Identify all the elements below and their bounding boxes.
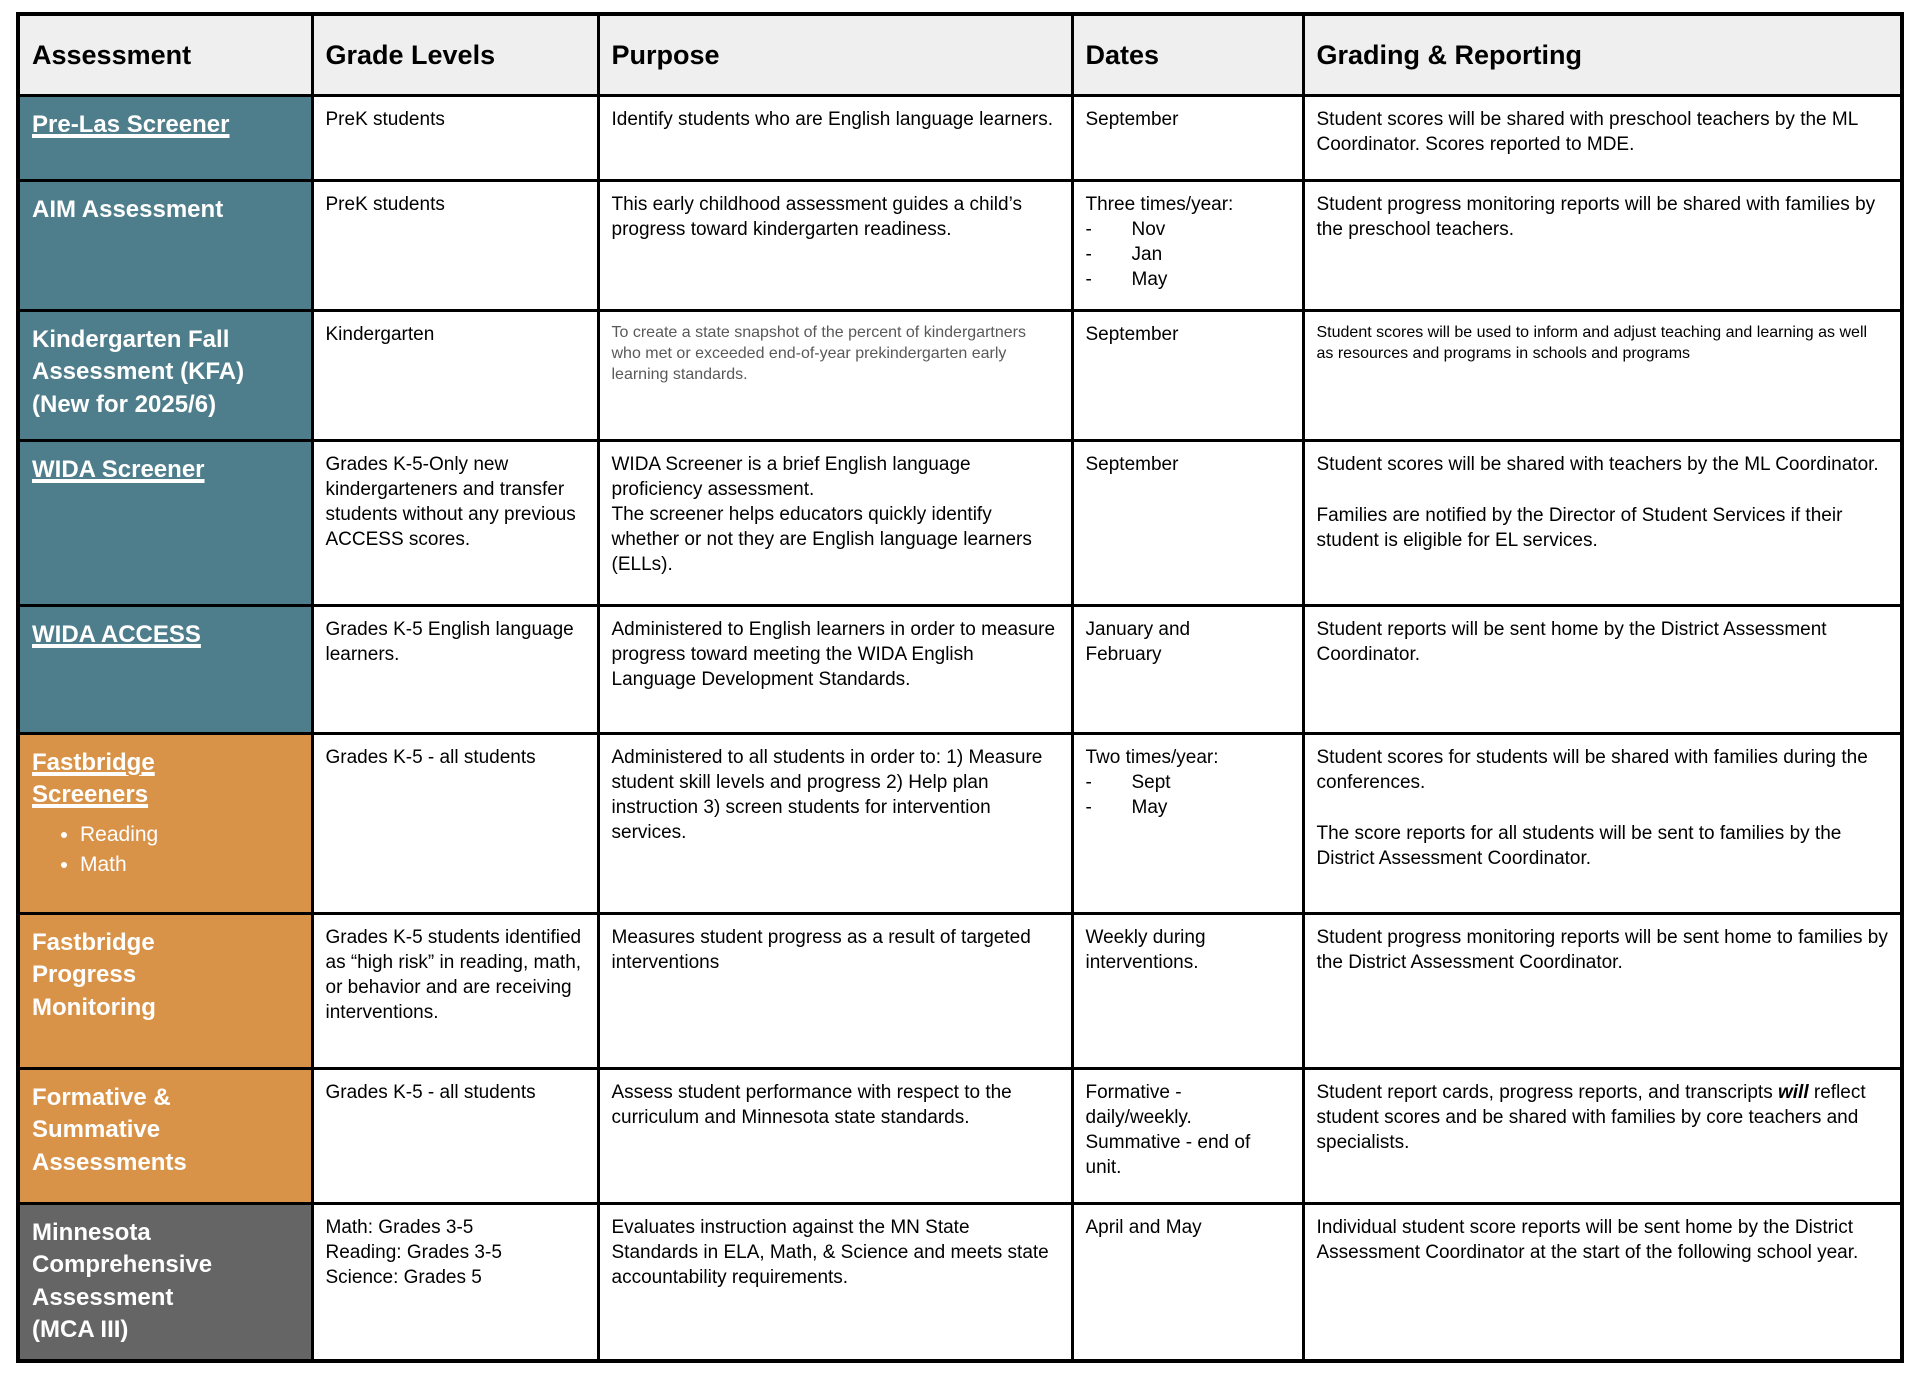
purpose-cell xyxy=(598,1069,1072,1204)
table-row xyxy=(18,734,1902,914)
dates-line: April and May xyxy=(1085,1217,1202,1238)
assessment-title-line: (New for 2025/6) xyxy=(32,390,217,418)
purpose-line: Measures student progress as a result of targeted interventions xyxy=(611,927,1031,974)
grade-level-line: Science: Grades 5 xyxy=(325,1267,482,1289)
col-header-assessment: Assessment xyxy=(18,14,312,96)
assessment-link[interactable] xyxy=(32,454,299,486)
purpose-line: The screener helps educators quickly identify whether or not they are English language learners (ELLs). xyxy=(611,504,1032,576)
grading-paragraph xyxy=(1317,452,1889,477)
grading-text: Individual student score reports will be sent home by the District Assessment Coordinator at the start of the following school year. xyxy=(1316,1217,1859,1264)
assessment-title-line: Assessment xyxy=(32,1283,174,1311)
purpose-line: To create a state snapshot of the percent of kindergartners who met or exceeded end-of-year prekindergarten early learning standards. xyxy=(611,324,1026,384)
assessment-table xyxy=(16,12,1904,1363)
assessment-title-line: Assessment (KFA) xyxy=(32,358,245,386)
assessment-title xyxy=(32,194,299,226)
purpose-line: Administered to English learners in order to measure progress toward meeting the WIDA English Language Development Standards. xyxy=(611,619,1056,691)
assessment-cell xyxy=(18,1069,312,1204)
assessment-title xyxy=(32,324,299,421)
grade-level-line: Math: Grades 3-5 xyxy=(325,1217,474,1238)
grade-level-line: Grades K-5-Only new kindergarteners and transfer students without any previous ACCESS scores. xyxy=(325,454,576,551)
grade-levels-cell xyxy=(312,1204,598,1361)
dates-list-item xyxy=(1086,770,1290,795)
dates-cell xyxy=(1072,734,1303,914)
dates-cell xyxy=(1072,1204,1303,1361)
grading-text: Student scores for students will be shared with families during the conferences. xyxy=(1316,747,1868,794)
grading-paragraph xyxy=(1317,503,1889,553)
grading-cell xyxy=(1303,606,1902,734)
purpose-line: WIDA Screener is a brief English language proficiency assessment. xyxy=(611,454,971,501)
dates-item-label: Jan xyxy=(1131,244,1163,266)
assessment-link[interactable] xyxy=(32,109,299,141)
table-row xyxy=(18,606,1902,734)
bullet-item: • Reading xyxy=(80,820,299,850)
dates-line: Three times/year: xyxy=(1085,194,1234,215)
assessment-cell xyxy=(18,441,312,606)
grade-levels-cell xyxy=(312,914,598,1069)
assessment-title-line: Kindergarten Fall xyxy=(32,326,230,353)
dates-item-label: Sept xyxy=(1131,772,1171,794)
grade-levels-cell xyxy=(312,1069,598,1204)
grade-levels-cell xyxy=(312,311,598,441)
grading-cell xyxy=(1303,1069,1902,1204)
dates-line: interventions. xyxy=(1085,952,1199,974)
assessment-cell xyxy=(18,96,312,181)
assessment-title-line: Progress xyxy=(32,961,137,989)
grade-level-line: Grades K-5 - all students xyxy=(325,1082,536,1103)
dates-list-item xyxy=(1086,217,1290,242)
dates-item-label: May xyxy=(1131,797,1168,819)
dates-line: January and xyxy=(1085,619,1191,640)
grading-paragraph xyxy=(1317,617,1889,667)
assessment-link[interactable] xyxy=(32,747,299,812)
assessment-title xyxy=(32,927,299,1024)
dates-cell xyxy=(1072,96,1303,181)
dates-line: September xyxy=(1085,109,1179,130)
grading-text: Student progress monitoring reports will be sent home to families by the District Assessment Coordinator. xyxy=(1316,927,1888,974)
dates-line: Weekly during xyxy=(1085,927,1206,948)
assessment-title-line: Summative xyxy=(32,1116,161,1144)
dash-glyph: - xyxy=(1085,772,1092,794)
grading-text: Families are notified by the Director of Student Services if their student is eligible for EL services. xyxy=(1316,505,1843,552)
grading-paragraph xyxy=(1317,1080,1889,1155)
table-row xyxy=(18,311,1902,441)
table-row xyxy=(18,181,1902,311)
grading-text: will xyxy=(1778,1082,1809,1103)
purpose-cell xyxy=(598,734,1072,914)
assessment-cell xyxy=(18,734,312,914)
grade-levels-cell xyxy=(312,734,598,914)
dash-glyph: - xyxy=(1085,797,1092,819)
grade-levels-cell xyxy=(312,441,598,606)
purpose-cell xyxy=(598,181,1072,311)
assessment-cell xyxy=(18,1204,312,1361)
dates-cell xyxy=(1072,606,1303,734)
grading-paragraph xyxy=(1317,821,1889,871)
purpose-cell xyxy=(598,96,1072,181)
grading-text: Student progress monitoring reports will be shared with families by the preschool teachers. xyxy=(1316,194,1876,241)
dates-cell xyxy=(1072,914,1303,1069)
table-row xyxy=(18,914,1902,1069)
bullet-list xyxy=(32,820,299,881)
col-header-grade-levels: Grade Levels xyxy=(312,14,598,96)
assessment-title-line: Fastbridge xyxy=(32,929,155,956)
col-header-purpose: Purpose xyxy=(598,14,1072,96)
table-row xyxy=(18,1204,1902,1361)
assessment-cell xyxy=(18,914,312,1069)
dates-list-item xyxy=(1086,795,1290,820)
grading-cell xyxy=(1303,181,1902,311)
dates-line: Summative - end of xyxy=(1085,1132,1251,1154)
purpose-line: This early childhood assessment guides a child’s progress toward kindergarten readiness. xyxy=(611,194,1022,241)
grade-level-line: Grades K-5 English language learners. xyxy=(325,619,574,666)
dash-glyph: - xyxy=(1085,269,1092,291)
grade-level-line: Kindergarten xyxy=(325,324,435,345)
grading-text: The score reports for all students will be sent to families by the District Assessment Coordinator. xyxy=(1316,823,1842,870)
assessment-title-line: Pre-Las Screener xyxy=(32,111,230,138)
grade-levels-cell xyxy=(312,606,598,734)
grade-level-line: PreK students xyxy=(325,194,445,215)
assessment-title xyxy=(32,1082,299,1179)
grade-levels-cell xyxy=(312,96,598,181)
grade-level-line: Grades K-5 - all students xyxy=(325,747,536,768)
grading-paragraph xyxy=(1317,1215,1889,1265)
table-body xyxy=(18,96,1902,1361)
grading-cell xyxy=(1303,1204,1902,1361)
assessment-title-line: AIM Assessment xyxy=(32,196,224,223)
dash-glyph: - xyxy=(1085,244,1092,266)
dates-cell xyxy=(1072,311,1303,441)
dates-list-item xyxy=(1086,267,1290,292)
dates-line: Formative - xyxy=(1085,1082,1182,1103)
grading-paragraph xyxy=(1317,745,1889,795)
table-row xyxy=(18,96,1902,181)
grading-cell xyxy=(1303,914,1902,1069)
purpose-cell xyxy=(598,441,1072,606)
purpose-cell xyxy=(598,606,1072,734)
table-row xyxy=(18,441,1902,606)
assessment-title-line: Comprehensive xyxy=(32,1251,213,1279)
purpose-line: Assess student performance with respect to the curriculum and Minnesota state standards. xyxy=(611,1082,1012,1129)
dates-line: February xyxy=(1085,644,1162,666)
grading-cell xyxy=(1303,311,1902,441)
bullet-item: • Math xyxy=(80,850,299,880)
assessment-title-line: Formative & xyxy=(32,1084,171,1111)
dates-line: unit. xyxy=(1085,1157,1122,1179)
dates-cell xyxy=(1072,1069,1303,1204)
dates-cell xyxy=(1072,181,1303,311)
grading-text: Student reports will be sent home by the District Assessment Coordinator. xyxy=(1316,619,1827,666)
grading-paragraph xyxy=(1317,107,1889,157)
purpose-cell xyxy=(598,914,1072,1069)
purpose-cell xyxy=(598,1204,1072,1361)
dates-cell xyxy=(1072,441,1303,606)
grading-text: Student scores will be used to inform and adjust teaching and learning as well as resources and programs in schools and programs xyxy=(1316,324,1868,363)
dates-line: September xyxy=(1085,324,1179,345)
assessment-title-line: Screeners xyxy=(32,781,149,809)
col-header-grading-reporting: Grading & Reporting xyxy=(1303,14,1902,96)
col-header-dates: Dates xyxy=(1072,14,1303,96)
grading-text: Student scores will be shared with teachers by the ML Coordinator. xyxy=(1316,454,1879,475)
assessment-title-line: Assessments xyxy=(32,1148,187,1176)
grade-level-line: PreK students xyxy=(325,109,445,130)
assessment-link[interactable] xyxy=(32,619,299,651)
grading-cell xyxy=(1303,96,1902,181)
assessment-title-line: (MCA III) xyxy=(32,1316,129,1344)
purpose-line: Identify students who are English language learners. xyxy=(611,109,1053,130)
assessment-title-line: Monitoring xyxy=(32,993,156,1021)
grade-level-line: Grades K-5 students identified as “high risk” in reading, math, or behavior and are receiving interventions. xyxy=(325,927,582,1024)
assessment-cell xyxy=(18,606,312,734)
assessment-title xyxy=(32,1217,299,1347)
grading-paragraph xyxy=(1317,322,1889,364)
assessment-title-line: Fastbridge xyxy=(32,749,155,776)
dates-list-item xyxy=(1086,242,1290,267)
assessment-title-line: WIDA ACCESS xyxy=(32,621,201,648)
purpose-cell xyxy=(598,311,1072,441)
dates-item-label: Nov xyxy=(1131,219,1166,241)
assessment-cell xyxy=(18,311,312,441)
grading-cell xyxy=(1303,734,1902,914)
grading-paragraph xyxy=(1317,192,1889,242)
grade-levels-cell xyxy=(312,181,598,311)
dash-glyph: - xyxy=(1085,219,1092,241)
dates-line: Two times/year: xyxy=(1085,747,1219,768)
dates-line: September xyxy=(1085,454,1179,475)
table-row xyxy=(18,1069,1902,1204)
purpose-line: Administered to all students in order to: 1) Measure student skill levels and progress 2) Help plan instruction 3) screen students for intervention services. xyxy=(611,747,1043,844)
dates-item-label: May xyxy=(1131,269,1168,291)
grading-cell xyxy=(1303,441,1902,606)
dates-line: daily/weekly. xyxy=(1085,1107,1192,1129)
grading-text: reflect student scores and be shared with families by core teachers and specialists. xyxy=(1316,1082,1866,1154)
assessment-cell xyxy=(18,181,312,311)
grading-text: Student scores will be shared with preschool teachers by the ML Coordinator. Scores reported to MDE. xyxy=(1316,109,1858,156)
assessment-title-line: Minnesota xyxy=(32,1219,151,1246)
header-row xyxy=(18,14,1902,96)
grade-level-line: Reading: Grades 3-5 xyxy=(325,1242,502,1264)
assessment-title-line: WIDA Screener xyxy=(32,456,205,483)
grading-paragraph xyxy=(1317,925,1889,975)
purpose-line: Evaluates instruction against the MN State Standards in ELA, Math, & Science and meets state accountability requirements. xyxy=(611,1217,1049,1289)
grading-text: Student report cards, progress reports, and transcripts xyxy=(1316,1082,1778,1103)
